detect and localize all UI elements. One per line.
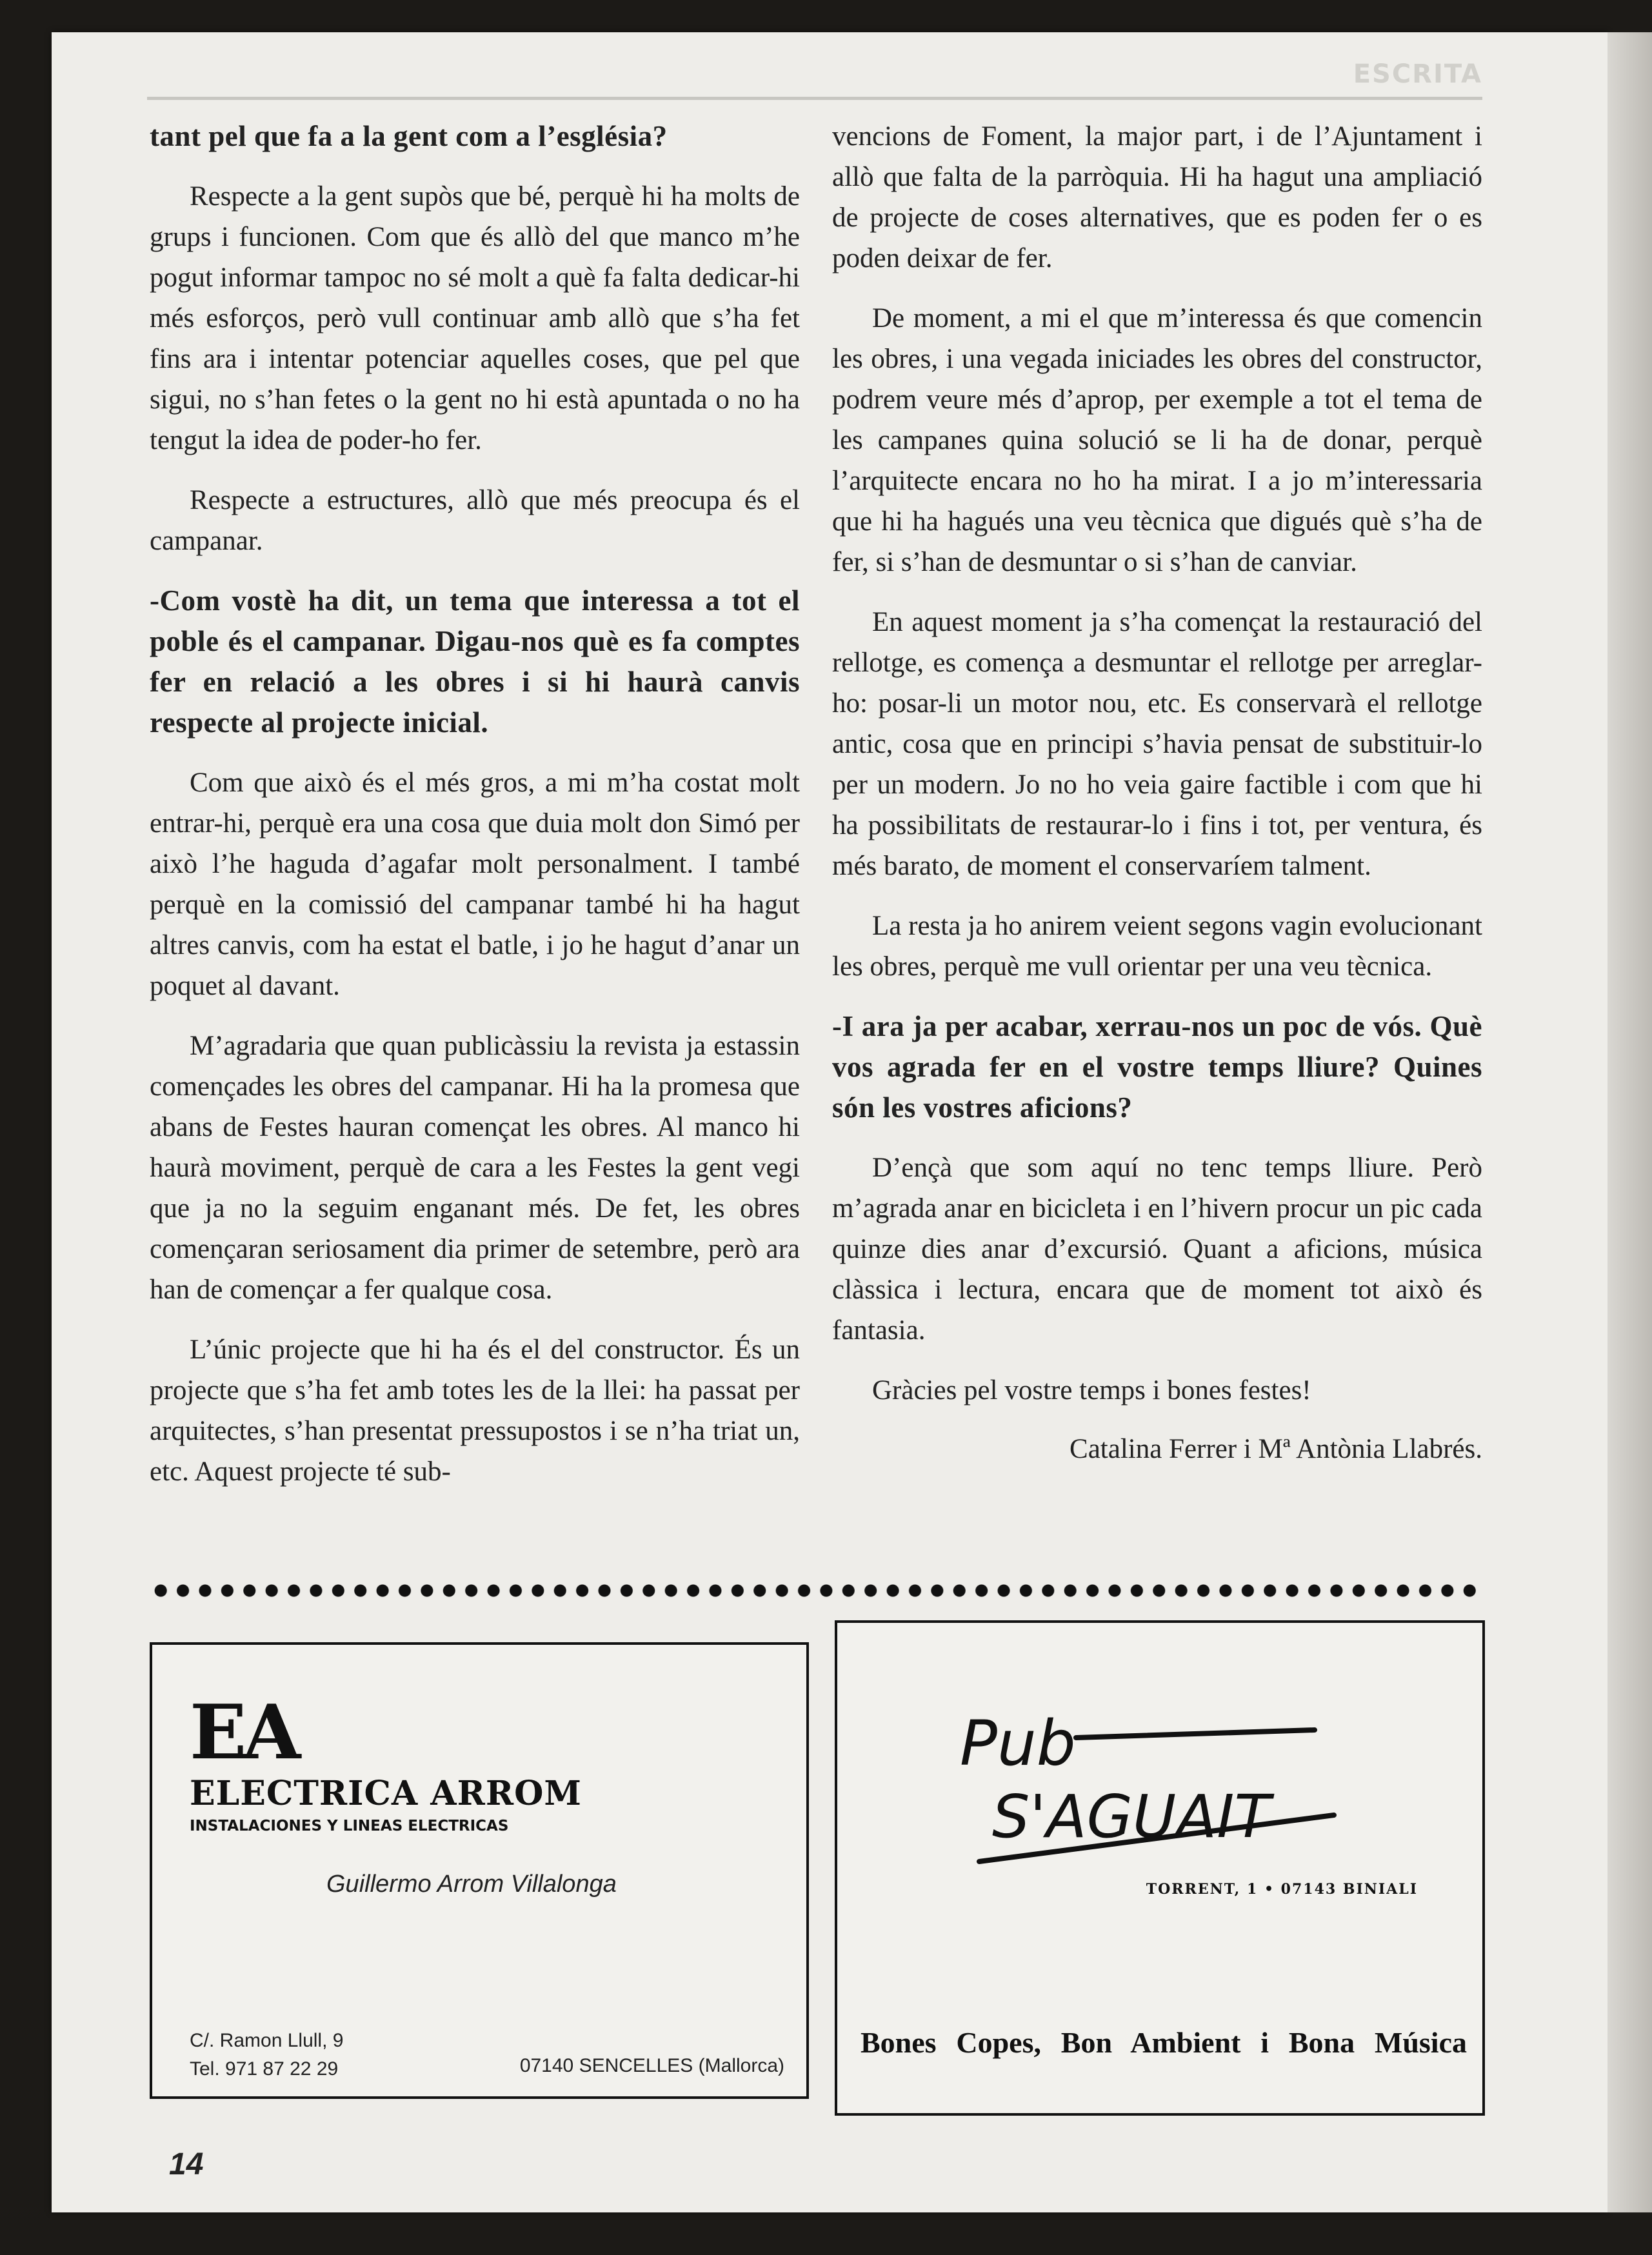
article-paragraph: De moment, a mi el que m’interessa és que comencin les obres, i una vegada iniciades les obres del constructor, podrem veure més d’aprop, per exemple a tot el tema de les campanes quina solució se li ha de donar, perquè l’arquitecte encara no ho ha mirat. I a jo m’interessaria que hi ha hagués una veu tècnica que digués què s’ha de fer, si s’han de desmuntar o si s’han de canviar. [832,303,1482,577]
article-paragraph: La resta ja ho anirem veient segons vagin evolucionant les obres, perquè me vull orientar per una veu tècnica. [832,911,1482,982]
article-paragraph: vencions de Foment, la major part, i de l’Ajuntament i allò que falta de la parròquia. Hi ha hagut una ampliació de projecte de coses alternatives, que es poden fer o es poden deixar de fer. [832,121,1482,273]
article-column-right [832,116,1482,1489]
article-paragraph: L’únic projecte que hi ha és el del constructor. És un projecte que s’ha fet amb totes les de la llei: ha passat per arquitectes, s’han presentat pressupostos i se n’ha triat un, etc. Aquest projecte té sub- [150,1335,800,1487]
interview-question: tant pel que fa a la gent com a l’església? [150,120,668,152]
article-column-left [150,116,800,1511]
ea-address [190,2027,343,2083]
pub-saguait-logo [953,1700,1353,1868]
article-paragraph: Gràcies pel vostre temps i bones festes! [872,1375,1311,1406]
article-paragraph: D’ençà que som aquí no tenc temps lliure. Però m’agrada anar en bicicleta i en l’hivern procur un pic cada quinze dies anar d’excursió. Quant a aficions, música clàssica i lectura, encara que de moment tot això és fantasia. [832,1153,1482,1346]
article-signature: Catalina Ferrer i Mª Antònia Llabrés. [1070,1434,1482,1464]
ad-pub-saguait [835,1620,1485,2116]
article-paragraph: En aquest moment ja s’ha començat la restauració del rellotge, es comença a desmuntar el rellotge per arreglar-ho: posar-li un motor nou, etc. Es conservarà el rellotge antic, cosa que en principi s’havia pensat de substituir-lo per un modern. Jo no ho veia gaire factible i com que hi ha possibilitats de restaurar-lo i fins i tot, per ventura, és més barato, de moment el conservaríem talment. [832,607,1482,881]
ea-logo: EA [190,1689,297,1776]
pub-logo-line2: S'AGUAIT [992,1782,1271,1851]
article-paragraph: M’agradaria que quan publicàssiu la revista ja estassin començades les obres del campanar. Hi ha la promesa que abans de Festes hauran començat les obres. Al manco hi haurà moviment, perquè de cara a les Festes la gent vegi que ja no la seguim enganant més. De fet, les obres començaran seriosament dia primer de setembre, però ara han de començar a fer qualque cosa. [150,1031,800,1305]
ea-street: C/. Ramon Llull, 9 [190,2030,344,2051]
interview-question: -Com vostè ha dit, un tema que interessa a tot el poble és el campanar. Digau-nos què es fa comptes fer en relació a les obres i si hi haurà canvis respecte al projecte inicial. [150,584,800,739]
ea-phone: Tel. 971 87 22 29 [190,2058,339,2080]
dotted-separator [150,1579,1482,1602]
pub-logo-line1: Pub [960,1707,1076,1780]
pub-address: TORRENT, 1 • 07143 BINIALI [1146,1881,1418,1898]
pub-slogan: Bones Copes, Bon Ambient i Bona Música [861,2026,1467,2059]
ad-electrica-arrom [150,1642,809,2099]
article-paragraph: Respecte a la gent supòs que bé, perquè hi ha molts de grups i funcionen. Com que és allò del que manco m’he pogut informar tampoc no sé molt a què fa falta dedicar-hi més esforços, però vull continuar amb allò que s’ha fet fins ara i intentar potenciar aquelles coses, que pel que sigui, no s’han fetes o la gent no hi està apuntada o no ha tengut la idea de poder-ho fer. [150,181,800,455]
pub-logo-stroke-top [1076,1730,1315,1738]
interview-question: -I ara ja per acabar, xerrau-nos un poc de vós. Què vos agrada fer en el vostre temps lliure? Quines són les vostres aficions? [832,1010,1482,1124]
header-ghost-title: ESCRITA [1353,59,1482,89]
ea-city: 07140 SENCELLES (Mallorca) [519,2055,784,2076]
ea-subtitle: INSTALACIONES Y LINEAS ELECTRICAS [190,1818,509,1834]
next-page-edge [1607,32,1652,2212]
ea-person-name: Guillermo Arrom Villalonga [326,1871,617,1898]
article-paragraph: Com que això és el més gros, a mi m’ha costat molt entrar-hi, perquè era una cosa que duia molt don Simó per això l’he haguda d’agafar molt personalment. I també perquè en la comissió del campanar també hi ha hagut altres canvis, com ha estat el batle, i jo he hagut d’anar un poquet al davant. [150,768,800,1001]
article-paragraph: Respecte a estructures, allò que més preocupa és el campanar. [150,485,800,556]
header-rule [147,97,1482,100]
ea-company-name: ELECTRICA ARROM [190,1774,582,1813]
page-number: 14 [169,2147,204,2181]
